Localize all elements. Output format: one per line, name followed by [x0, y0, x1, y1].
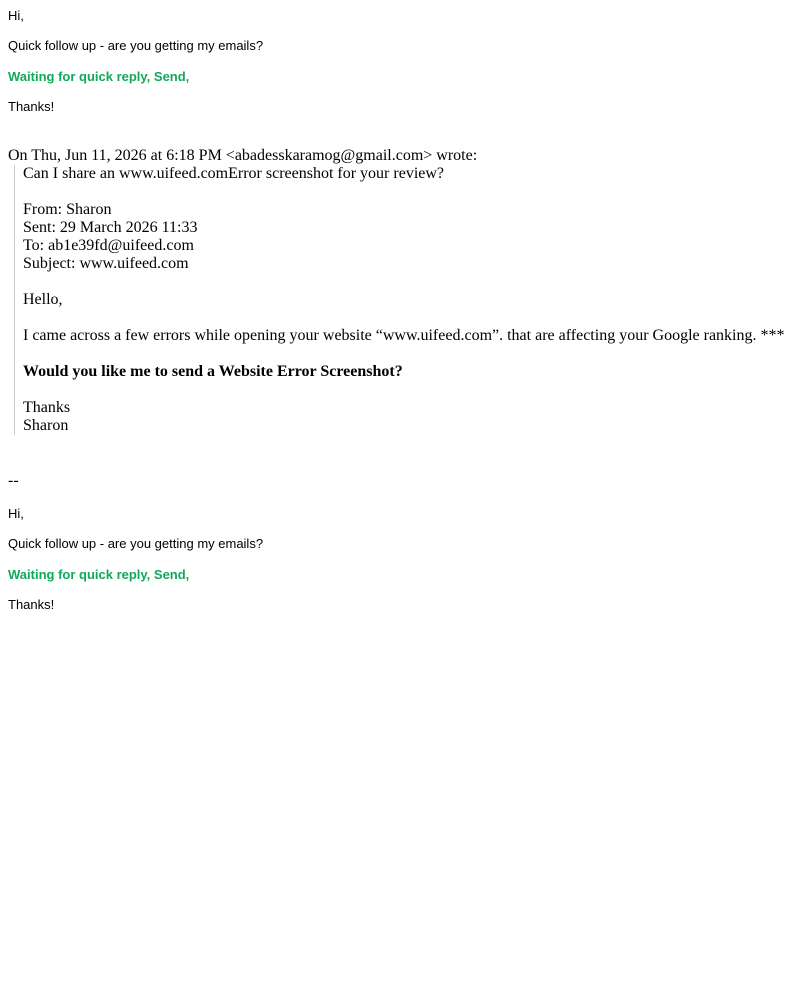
bottom-highlight-line: Waiting for quick reply, Send, [8, 567, 190, 582]
bottom-closing: Thanks! [8, 597, 55, 612]
quoted-from: From: Sharon [23, 201, 112, 218]
top-followup-line: Quick follow up - are you getting my emails? [8, 38, 264, 53]
signature-separator: -- [8, 472, 19, 489]
quoted-message [14, 165, 800, 435]
quote-attribution: On Thu, Jun 11, 2026 at 6:18 PM <abadesskaramog@gmail.com> wrote: [8, 147, 478, 164]
bottom-followup-line: Quick follow up - are you getting my emails? [8, 536, 264, 551]
top-highlight-line: Waiting for quick reply, Send, [8, 69, 190, 84]
quoted-subject: Subject: www.uifeed.com [23, 255, 189, 272]
quoted-signoff: Sharon [23, 417, 69, 434]
top-closing: Thanks! [8, 99, 55, 114]
quoted-bold-question: Would you like me to send a Website Error Screenshot? [23, 363, 403, 380]
bottom-greeting: Hi, [8, 506, 24, 521]
quoted-body: I came across a few errors while opening your website “www.uifeed.com”. that are affecting your Google ranking. *** [23, 327, 785, 344]
quoted-question: Can I share an www.uifeed.comError screenshot for your review? [23, 165, 445, 182]
quoted-hello: Hello, [23, 291, 63, 308]
quoted-thanks: Thanks [23, 399, 71, 416]
top-greeting: Hi, [8, 8, 24, 23]
quoted-sent: Sent: 29 March 2026 11:33 [23, 219, 198, 236]
quoted-to: To: ab1e39fd@uifeed.com [23, 237, 194, 254]
